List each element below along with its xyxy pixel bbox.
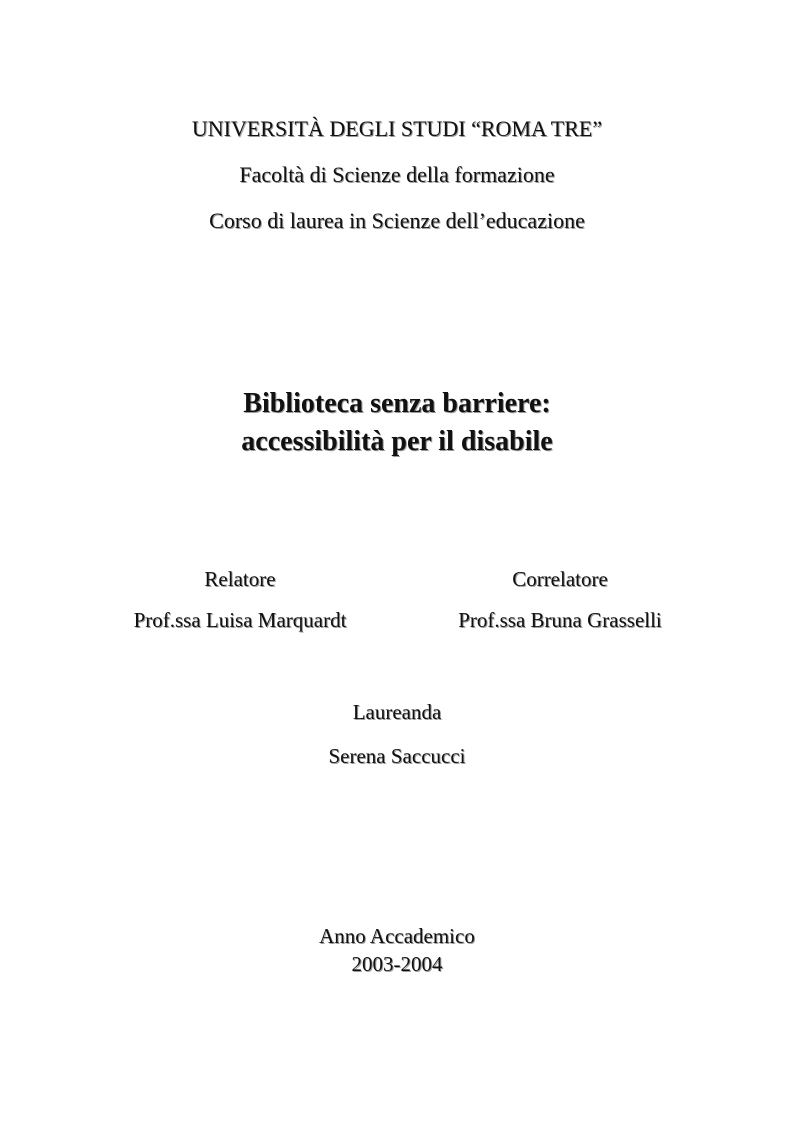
thesis-title-line-2: accessibilità per il disabile [241,426,553,457]
correlatore-label: Correlatore [512,567,608,591]
university-name: UNIVERSITÀ DEGLI STUDI “ROMA TRE” [191,116,603,141]
academic-year-label: Anno Accademico [319,924,475,948]
course-name: Corso di laurea in Scienze dell’educazione [209,208,585,233]
relatore-name: Prof.ssa Luisa Marquardt [133,608,347,632]
correlatore-name: Prof.ssa Bruna Grasselli [458,608,662,632]
candidate-name: Serena Saccucci [328,744,466,768]
candidate-label: Laureanda [352,700,442,724]
relatore-label: Relatore [204,567,276,591]
faculty-name: Facoltà di Scienze della formazione [239,162,555,187]
thesis-title-line-1: Biblioteca senza barriere: [243,388,551,419]
academic-year-value: 2003-2004 [351,952,443,976]
